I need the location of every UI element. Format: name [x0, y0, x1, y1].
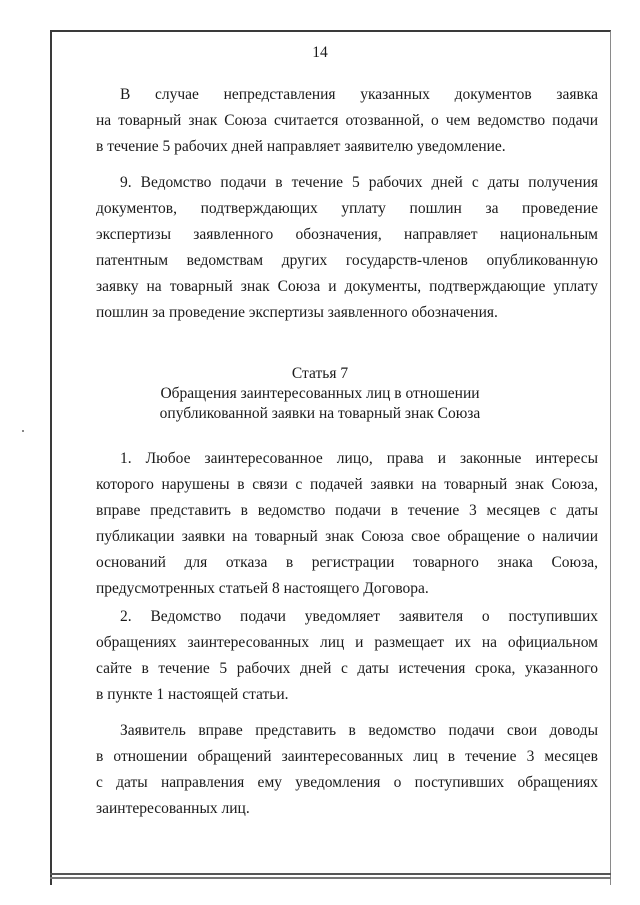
article-number: Статья 7	[291, 365, 349, 382]
text-line: 1. Любое заинтересованное лицо, права и законные интересы	[120, 450, 598, 467]
text-line: оснований для отказа в регистрации товарного знака Союза,	[96, 554, 598, 571]
text-line: пошлин за проведение экспертизы заявленного обозначения.	[96, 304, 498, 321]
text-line: вправе представить в ведомство подачи в течение 3 месяцев с даты	[96, 502, 598, 519]
paragraph-applicant	[96, 718, 598, 822]
text-line: в отношении обращений заинтересованных лиц в течение 3 месяцев	[96, 748, 598, 765]
paragraph-item-1	[96, 446, 598, 602]
text-line: обращениях заинтересованных лиц и размещает их на официальном	[96, 634, 598, 651]
scan-speck	[22, 430, 24, 432]
text-line: в пункте 1 настоящей статьи.	[96, 686, 289, 703]
bottom-rule	[50, 873, 611, 879]
article-title-line-2: опубликованной заявки на товарный знак Союза	[159, 405, 481, 422]
text-line: патентным ведомствам других государств-членов опубликованную	[96, 252, 598, 269]
text-line: экспертизы заявленного обозначения, направляет национальным	[96, 226, 598, 243]
text-line: В случае непредставления указанных документов заявка	[120, 86, 598, 103]
text-line: сайте в течение 5 рабочих дней с даты истечения срока, указанного	[96, 660, 598, 677]
text-line: с даты направления ему уведомления о поступивших обращениях	[96, 774, 598, 791]
text-line: в течение 5 рабочих дней направляет заявителю уведомление.	[96, 138, 506, 155]
text-line: на товарный знак Союза считается отозванной, о чем ведомство подачи	[96, 112, 598, 129]
paragraph-item-2	[96, 604, 598, 708]
text-line: которого нарушены в связи с подачей заявки на товарный знак Союза,	[96, 476, 598, 493]
text-line: предусмотренных статьей 8 настоящего Договора.	[96, 580, 429, 597]
page-number: 14	[312, 44, 328, 61]
text-line: Заявитель вправе представить в ведомство подачи свои доводы	[120, 722, 598, 739]
article-title-line-1: Обращения заинтересованных лиц в отношении	[160, 385, 480, 402]
text-line: заявку на товарный знак Союза и документы, подтверждающие уплату	[96, 278, 598, 295]
paragraph-item-9	[96, 170, 598, 326]
text-line: 2. Ведомство подачи уведомляет заявителя о поступивших	[120, 608, 598, 625]
text-line: публикации заявки на товарный знак Союза свое обращение о наличии	[96, 528, 598, 545]
text-line: 9. Ведомство подачи в течение 5 рабочих дней с даты получения	[120, 174, 598, 191]
text-line: документов, подтверждающих уплату пошлин за проведение	[96, 200, 598, 217]
text-line: заинтересованных лиц.	[96, 800, 250, 817]
paragraph-continuation	[96, 82, 598, 160]
